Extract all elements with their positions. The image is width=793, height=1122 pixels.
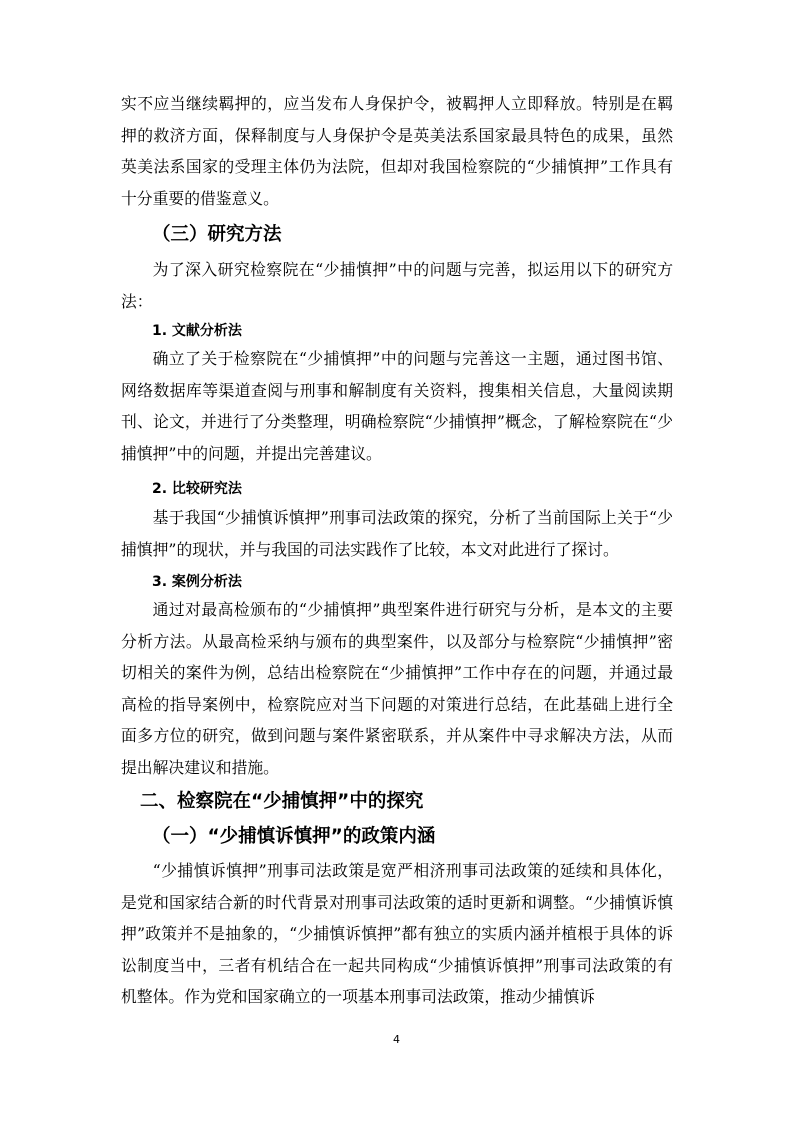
section-heading-policy-connotation: （一）“少捕慎诉慎押”的政策内涵 — [152, 826, 436, 847]
page-number: 4 — [393, 1033, 400, 1046]
paragraph-comparative-method: 基于我国“少捕慎诉慎押”刑事司法政策的探究，分析了当前国际上关于“少捕慎押”的现状，并与我国的司法实践作了比较，本文对此进行了探讨。 — [121, 508, 673, 559]
paragraph-continuation: 实不应当继续羁押的，应当发布人身保护令，被羁押人立即释放。特别是在羁押的救济方面，保释制度与人身保护令是英美法系国家最具特色的成果，虽然英美法系国家的受理主体仍为法院，但却对我国检察院的“少捕慎押”工作具有十分重要的借鉴意义。 — [121, 94, 673, 208]
section-heading-research-methods: （三）研究方法 — [152, 224, 282, 245]
paragraph-methods-intro: 为了深入研究检察院在“少捕慎押”中的问题与完善，拟运用以下的研究方法： — [121, 260, 673, 311]
paragraph-literature-method: 确立了关于检察院在“少捕慎押”中的问题与完善这一主题，通过图书馆、网络数据库等渠道查阅与刑事和解制度有关资料，搜集相关信息，大量阅读期刊、论文，并进行了分类整理，明确检察院“少捕慎押”概念，了解检察院在“少捕慎押”中的问题，并提出完善建议。 — [121, 349, 673, 463]
method-heading-comparative: 2. 比较研究法 — [152, 481, 242, 497]
chapter-heading-2: 二、检察院在“少捕慎押”中的探究 — [140, 791, 424, 812]
method-heading-case-analysis: 3. 案例分析法 — [152, 574, 242, 590]
paragraph-policy-connotation: “少捕慎诉慎押”刑事司法政策是宽严相济刑事司法政策的延续和具体化，是党和国家结合新的时代背景对刑事司法政策的适时更新和调整。“少捕慎诉慎押”政策并不是抽象的，“少捕慎诉慎押”都有独立的实质内涵并植根于具体的诉讼制度当中，三者有机结合在一起共同构成“少捕慎诉慎押”刑事司法政策的有机整体。作为党和国家确立的一项基本刑事司法政策，推动少捕慎诉 — [121, 861, 673, 1007]
paragraph-case-method: 通过对最高检颁布的“少捕慎押”典型案件进行研究与分析，是本文的主要分析方法。从最高检采纳与颁布的典型案件，以及部分与检察院“少捕慎押”密切相关的案件为例，总结出检察院在“少捕慎押”工作中存在的问题，并通过最高检的指导案例中，检察院应对当下问题的对策进行总结，在此基础上进行全面多方位的研究，做到问题与案件紧密联系，并从案件中寻求解决方法，从而提出解决建议和措施。 — [121, 600, 673, 777]
method-heading-literature: 1. 文献分析法 — [152, 323, 242, 339]
